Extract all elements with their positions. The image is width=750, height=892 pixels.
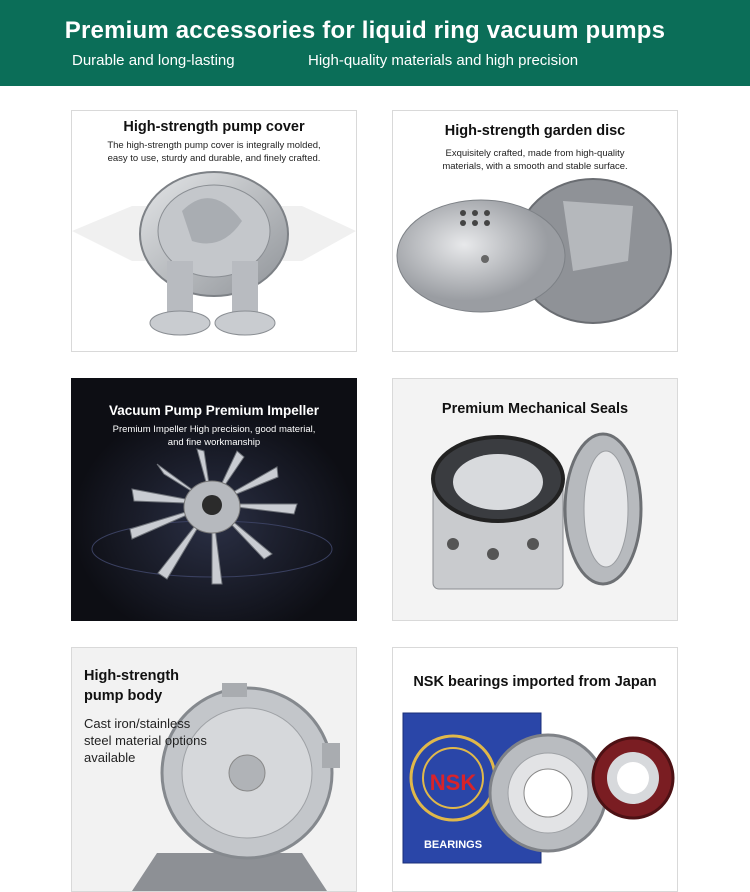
bearing-box-label: BEARINGS (423, 839, 483, 851)
card-desc-line1: Exquisitely crafted, made from high-quality (445, 148, 625, 159)
card-desc-line2: and fine workmanship (167, 437, 261, 448)
tagline-durable: Durable and long-lasting (72, 52, 235, 69)
product-card-pump-cover[interactable] (71, 110, 357, 352)
bearing-box-logo: NSK (429, 770, 477, 795)
card-desc-line1: The high-strength pump cover is integrally molded, (107, 140, 321, 151)
card-title: High-strength garden disc (444, 123, 626, 139)
card-title: Vacuum Pump Premium Impeller (108, 403, 320, 418)
card-desc-line2: materials, with a smooth and stable surface. (442, 161, 628, 172)
page-title: Premium accessories for liquid ring vacuum pumps (64, 17, 666, 44)
header-banner (0, 0, 750, 86)
card-desc-line1: Premium Impeller High precision, good material, (112, 424, 316, 435)
card-title-line2: pump body (84, 688, 163, 704)
product-card-pump-body[interactable] (71, 647, 357, 892)
product-card-bearings[interactable] (392, 647, 678, 892)
card-desc-line3: available (84, 750, 136, 765)
card-desc-line1: Cast iron/stainless (84, 716, 191, 731)
card-title: NSK bearings imported from Japan (413, 674, 657, 690)
product-card-impeller[interactable] (71, 378, 357, 621)
product-card-mechanical-seals[interactable] (392, 378, 678, 621)
card-desc-line2: steel material options (84, 733, 207, 748)
card-title: Premium Mechanical Seals (441, 401, 629, 417)
card-title: High-strength pump cover (123, 119, 305, 135)
tagline-quality: High-quality materials and high precision (308, 52, 579, 69)
card-desc-line2: easy to use, sturdy and durable, and finely crafted. (107, 153, 321, 164)
product-card-garden-disc[interactable] (392, 110, 678, 352)
card-title-line1: High-strength (84, 668, 180, 684)
